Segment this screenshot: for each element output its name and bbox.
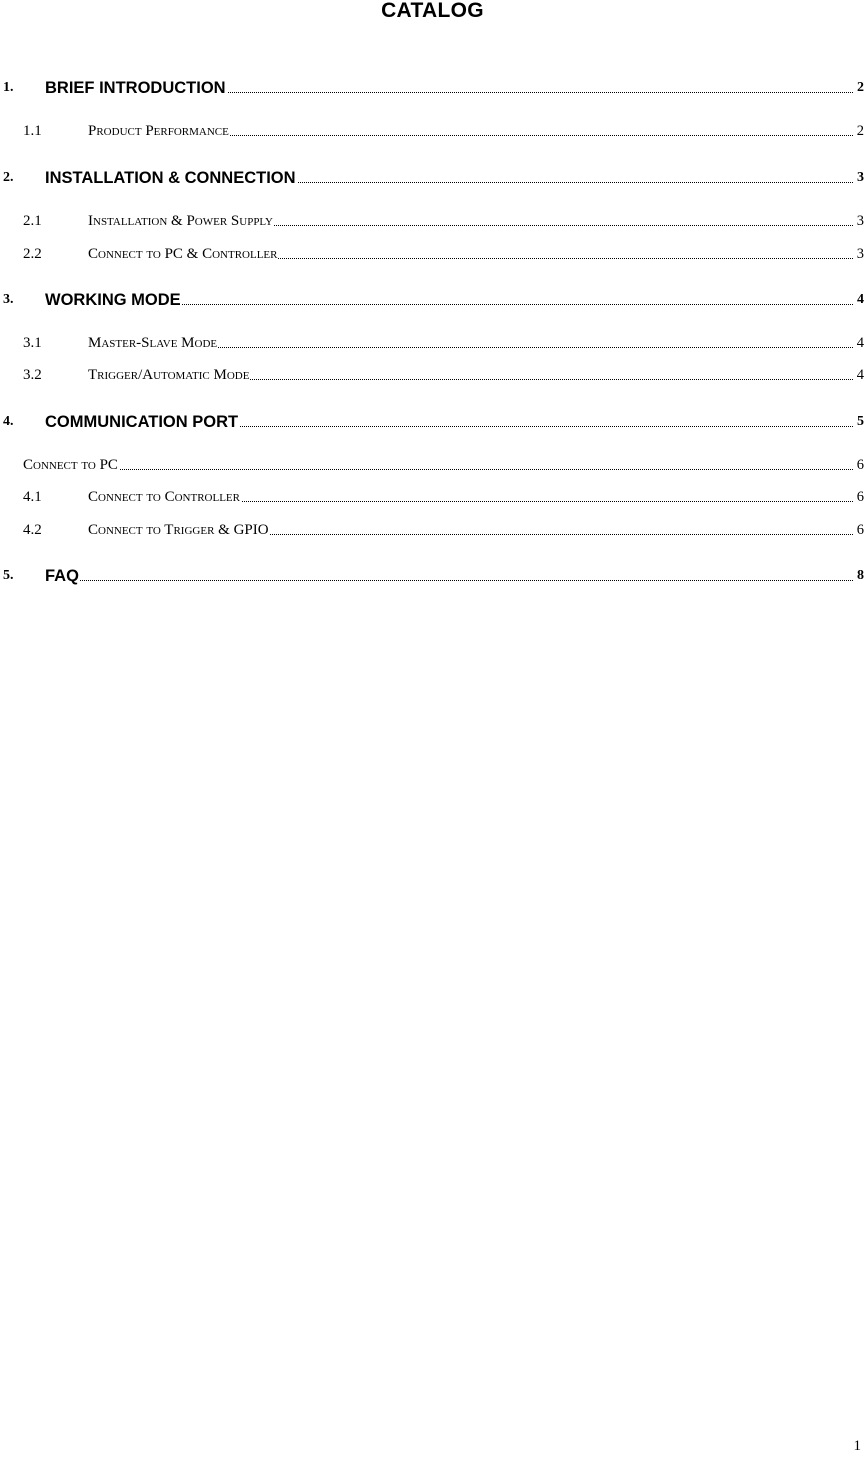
- toc-entry-number: 4.: [3, 412, 14, 432]
- toc-entry-page: 3: [856, 213, 864, 229]
- toc-entry-number: 3.1: [23, 335, 42, 351]
- toc-entry-number: 2.2: [23, 246, 42, 262]
- toc-entry-page: 3: [855, 168, 864, 188]
- toc-entry-label: Installation & Power Supply: [88, 213, 273, 229]
- toc-entry-page: 6: [856, 522, 864, 538]
- toc-entry-connect-to-pc[interactable]: [0, 455, 865, 475]
- toc-entry-page: 4: [856, 335, 864, 351]
- toc-entry-page: 2: [855, 78, 864, 98]
- toc-entry-number: 3.: [3, 290, 14, 310]
- toc-entry-number: 4.1: [23, 489, 42, 505]
- toc-entry-brief-introduction[interactable]: [0, 78, 865, 98]
- toc-entry-master-slave-mode[interactable]: [0, 333, 865, 353]
- toc-entry-communication-port[interactable]: [0, 412, 865, 432]
- toc-entry-label: Connect to PC: [23, 457, 118, 473]
- toc-entry-label: Trigger/Automatic Mode: [88, 367, 250, 383]
- toc-entry-label: FAQ: [45, 567, 79, 585]
- toc-entry-label: WORKING MODE: [45, 291, 181, 309]
- toc-entry-page: 3: [856, 246, 864, 262]
- toc-entry-page: 6: [856, 489, 864, 505]
- toc-entry-trigger-automatic-mode[interactable]: [0, 365, 865, 385]
- toc-entry-product-performance[interactable]: [0, 121, 865, 141]
- toc-entry-number: 3.2: [23, 367, 42, 383]
- toc-entry-page: 4: [856, 367, 864, 383]
- page-number: 1: [853, 1438, 861, 1454]
- catalog-title: CATALOG: [381, 0, 484, 22]
- toc-entry-page: 2: [856, 123, 864, 139]
- toc-entry-page: 8: [855, 566, 864, 586]
- toc-entry-connect-to-trigger-gpio[interactable]: [0, 520, 865, 540]
- toc-entry-connect-to-controller[interactable]: [0, 487, 865, 507]
- toc-entry-label: COMMUNICATION PORT: [45, 413, 239, 431]
- toc-entry-page: 6: [856, 457, 864, 473]
- toc-entry-label: Master-Slave Mode: [88, 335, 218, 351]
- toc-entry-label: BRIEF INTRODUCTION: [45, 79, 226, 97]
- toc-entry-number: 1.1: [23, 123, 42, 139]
- toc-entry-connect-pc-controller[interactable]: [0, 244, 865, 264]
- dot-leader: [23, 469, 853, 470]
- toc-entry-label: Connect to Controller: [88, 489, 240, 505]
- toc-entry-label: Product Performance: [88, 123, 229, 139]
- toc-entry-installation-connection[interactable]: [0, 168, 865, 188]
- dot-leader: [45, 580, 853, 581]
- toc-entry-installation-power-supply[interactable]: [0, 211, 865, 231]
- toc-entry-label: Connect to PC & Controller: [88, 246, 278, 262]
- toc-entry-number: 5.: [3, 566, 14, 586]
- toc-entry-page: 4: [855, 290, 864, 310]
- toc-entry-working-mode[interactable]: [0, 290, 865, 310]
- toc-entry-number: 2.1: [23, 213, 42, 229]
- toc-entry-number: 4.2: [23, 522, 42, 538]
- toc-entry-label: Connect to Trigger & GPIO: [88, 522, 269, 538]
- toc-entry-label: INSTALLATION & CONNECTION: [45, 169, 296, 187]
- toc-entry-page: 5: [855, 412, 864, 432]
- toc-entry-number: 2.: [3, 168, 14, 188]
- toc-entry-faq[interactable]: [0, 566, 865, 586]
- toc-entry-number: 1.: [3, 78, 14, 98]
